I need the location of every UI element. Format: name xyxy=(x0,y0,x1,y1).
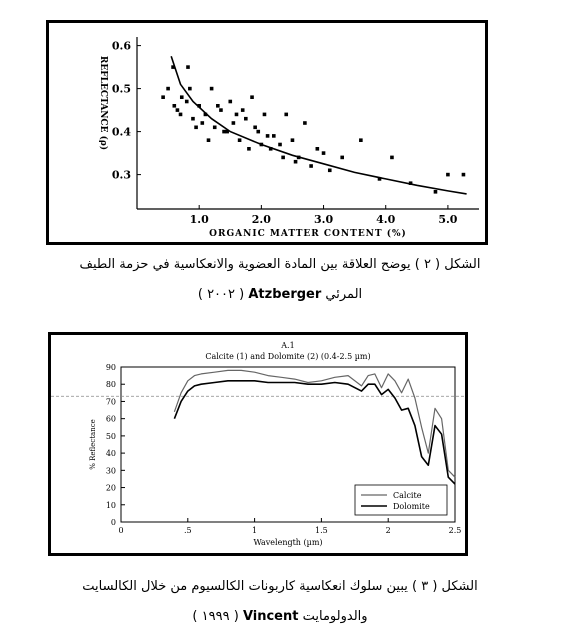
data-point xyxy=(284,113,288,117)
y-tick-label: 0 xyxy=(110,518,116,527)
data-point xyxy=(222,130,226,134)
data-point xyxy=(263,113,267,117)
data-point xyxy=(316,147,320,151)
y-tick-label: 90 xyxy=(105,363,116,372)
x-tick-label: 2.5 xyxy=(448,526,462,535)
y-axis-title: % Reflectance xyxy=(89,419,97,470)
data-point xyxy=(253,126,257,130)
data-point xyxy=(219,108,223,112)
data-point xyxy=(216,104,220,108)
data-point xyxy=(272,134,276,138)
data-point xyxy=(210,87,214,91)
data-point xyxy=(328,169,332,173)
data-point xyxy=(291,138,295,142)
data-point xyxy=(166,87,170,91)
data-point xyxy=(446,173,450,177)
x-tick-label: 2.0 xyxy=(251,213,271,226)
y-axis-title: REFLECTANCE (ρ) xyxy=(98,55,108,151)
scatter-chart-svg xyxy=(49,23,485,242)
data-point xyxy=(188,87,192,91)
data-point xyxy=(359,138,363,142)
data-point xyxy=(294,160,298,164)
y-tick-label: 0.3 xyxy=(111,168,131,182)
y-tick-label: 0.5 xyxy=(111,82,131,96)
data-point xyxy=(207,138,211,142)
caption-year: ( ١٩٩٩ ) xyxy=(192,609,239,624)
data-point xyxy=(185,100,189,104)
data-point xyxy=(180,95,184,99)
data-point xyxy=(322,151,326,155)
data-point xyxy=(462,173,466,177)
x-tick-label: 2 xyxy=(385,526,391,535)
x-tick-label: 3.0 xyxy=(313,213,334,226)
data-point xyxy=(232,121,236,125)
caption-line-2 xyxy=(20,280,540,310)
legend-label: Calcite xyxy=(393,491,422,500)
caption-year: ( ٢٠٠٢ ) xyxy=(197,287,245,302)
data-point xyxy=(161,95,165,99)
y-tick-label: 0.6 xyxy=(111,39,131,53)
y-tick-label: 30 xyxy=(105,466,116,476)
y-tick-label: 70 xyxy=(105,397,116,407)
panel-label: A.1 xyxy=(281,341,295,350)
caption-text: المرئي xyxy=(325,287,363,302)
trend-line xyxy=(171,56,466,194)
figure-organic-matter xyxy=(46,20,488,245)
chart-title: Calcite (1) and Dolomite (2) (0.4-2.5 µm) xyxy=(205,352,371,361)
data-point xyxy=(238,138,242,142)
data-point xyxy=(186,65,190,69)
series-line-calcite xyxy=(174,370,455,477)
x-tick-label: 1 xyxy=(252,526,258,535)
data-point xyxy=(309,164,313,168)
data-point xyxy=(241,108,245,112)
caption-author: Atzberger xyxy=(248,287,322,302)
y-tick-label: 10 xyxy=(105,500,116,510)
caption-line-1: الشكل ( ٢ ) يوضح العلاقة بين المادة العضوية والانعكاسية في حزمة الطيف xyxy=(79,257,481,272)
line-chart-svg xyxy=(51,335,465,553)
data-point xyxy=(200,121,204,125)
data-point xyxy=(235,113,239,117)
caption-line-2 xyxy=(20,602,540,632)
data-point xyxy=(244,117,248,121)
data-point xyxy=(176,108,180,112)
data-point xyxy=(278,143,282,147)
figure-calcite-dolomite xyxy=(48,332,468,556)
data-point xyxy=(247,147,251,151)
caption-line-1: الشكل ( ٣ ) يبين سلوك انعكاسية كاربونات الكالسيوم من خلال الكالسايت xyxy=(82,579,478,594)
figure-2-caption xyxy=(20,250,540,310)
data-point xyxy=(281,156,285,160)
y-tick-label: 40 xyxy=(105,449,116,459)
x-tick-label: 4.0 xyxy=(376,213,396,226)
y-tick-label: 50 xyxy=(105,431,116,441)
x-axis-title: ORGANIC MATTER CONTENT (%) xyxy=(209,229,407,239)
x-tick-label: 5.0 xyxy=(438,213,458,226)
caption-author: Vincent xyxy=(242,609,299,624)
data-point xyxy=(303,121,307,125)
y-tick-label: 60 xyxy=(105,414,116,424)
y-tick-label: 80 xyxy=(105,380,116,390)
data-point xyxy=(266,134,270,138)
data-point xyxy=(179,113,183,117)
data-point xyxy=(191,117,195,121)
data-point xyxy=(228,100,232,104)
x-axis-title: Wavelength (µm) xyxy=(253,538,323,547)
data-point xyxy=(194,126,198,130)
x-tick-label: 0 xyxy=(118,526,124,535)
caption-text: والدولومايت xyxy=(302,609,368,624)
figure-3-caption xyxy=(20,572,540,632)
data-point xyxy=(256,130,260,134)
data-point xyxy=(173,104,177,108)
legend-label: Dolomite xyxy=(393,502,430,511)
x-tick-label: 1.0 xyxy=(189,213,209,226)
data-point xyxy=(434,190,438,194)
data-point xyxy=(340,156,344,160)
x-tick-label: 1.5 xyxy=(315,526,328,535)
y-tick-label: 0.4 xyxy=(111,125,131,139)
x-tick-label: .5 xyxy=(183,526,192,535)
y-tick-label: 20 xyxy=(105,483,116,493)
data-point xyxy=(390,156,394,160)
data-point xyxy=(213,126,217,130)
data-point xyxy=(250,95,254,99)
